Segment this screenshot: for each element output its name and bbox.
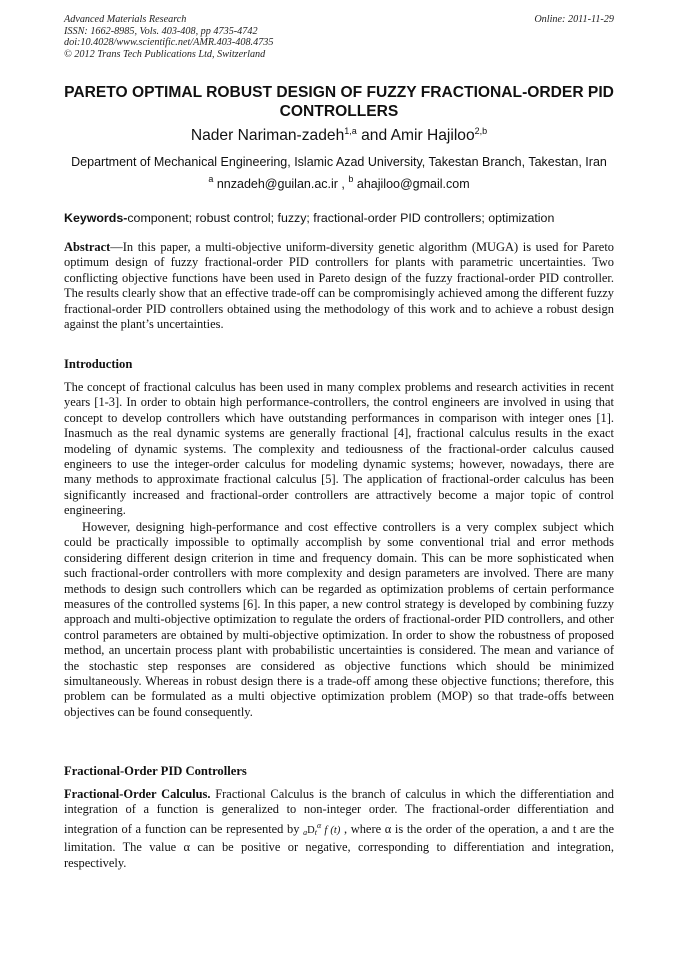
introduction-paragraph-2: However, designing high-performance and cost effective controllers is a very complex subject which could be practically impossible to optimally accomplish by some conventional trial and error methods considering different design criterion in time and frequency domain. This can be more sophisticated when such fractional-order controllers with more complexity and design parameters are involved. There are many methods to design such controllers which can be regarded as optimization problems of certain performance measures of the controlled systems [6]. In this paper, a new control strategy is developed by combining fuzzy approach and multi-objective optimization to regulate the orders of fractional-order PID controllers, and other control parameters are obtained by multi-objective optimization. In order to show the robustness of proposed method, an uncertain process plant with probabilistic uncertainties is considered. The mean and variance of the stochastic step responses are considered as objective functions which should be minimized simultaneously. Whereas in robust design there is a trade-off among these objective functions; therefore, this problem can be formulated as a multi objective optimization problem (MOP) so that trade-offs between objectives can be found consequently.: [64, 520, 614, 719]
fopid-heading: Fractional-Order PID Controllers: [64, 764, 247, 778]
author-1: Nader Nariman-zadeh: [190, 127, 345, 144]
paper-title: PARETO OPTIMAL ROBUST DESIGN OF FUZZY FRACTIONAL-ORDER PID CONTROLLERS: [64, 84, 614, 120]
formula-lower-limit: a: [303, 827, 308, 837]
affiliation: Department of Mechanical Engineering, Islamic Azad University, Takestan Branch, Takestan, Iran: [71, 155, 607, 169]
abstract: [64, 240, 614, 332]
abstract-text: —In this paper, a multi-objective uniform-diversity genetic algorithm (MUGA) is used for Pareto optimum design of fuzzy fractional-order PID controllers for plants with parametric uncertainties. Two conflicting objective functions have been used in Pareto design of the fuzzy fractional-order PID controller. The results clearly show that an effective trade-off can be compromisingly achieved among the different fuzzy fractional-order PID controllers obtained using the methodology of this work and to achieve a robust design against the plant’s uncertainties.: [64, 240, 614, 332]
email-a-marker: a: [208, 174, 214, 184]
online-date: [534, 14, 614, 26]
fopid-text-after: , where α is the order of the operation, a and t are the limitation. The value α can be positive or negative, corresponding to differentiation and integration, respectively.: [64, 821, 615, 870]
formula-operator: D: [307, 824, 315, 836]
author-joiner: and: [356, 127, 391, 144]
author-list: [40, 126, 638, 145]
introduction-paragraph-1: The concept of fractional calculus has been used in many complex problems and research activities in recent years [1-3]. In order to obtain high performance-controllers, the control engineers are involved in using that concept to develop controllers which have outstanding performances in comparison with integer ones [1]. Inasmuch as the real dynamic systems are generally fractional [4], fractional calculus results in the exact modeling of dynamic systems. The complexity and tediousness of the fractional-order calculus caused engineers to use the integer-order calculus for modeling dynamic systems; however, nowadays, there are many methods to approximate fractional calculus [5]. The application of fractional-order calculus has been significantly increased and fractional-order controllers are attractively become a major topic of control engineering.: [64, 380, 614, 518]
fopid-text-before: Fractional Calculus is the branch of calculus in which the differentiation and integration of a function is generalized to non-integer order. The fractional-order differentiation and integration of a function can be represented by: [64, 787, 614, 836]
journal-header: [64, 14, 273, 60]
fopid-paragraph: [64, 787, 614, 871]
keywords-label: Keywords-: [64, 211, 128, 225]
author-1-affil: 1,a: [344, 126, 357, 136]
fractional-operator-formula: [303, 820, 341, 837]
keywords-text: component; robust control; fuzzy; fractional-order PID controllers; optimization: [127, 211, 555, 225]
author-2-affil: 2,b: [474, 126, 488, 136]
introduction-heading: Introduction: [64, 357, 133, 371]
author-emails: [40, 174, 638, 192]
journal-doi: doi:10.4028/www.scientific.net/AMR.403-408.4735: [64, 37, 274, 48]
email-a: nnzadeh@guilan.ac.ir ,: [213, 177, 345, 191]
author-2: Amir Hajiloo: [390, 127, 475, 144]
journal-copyright: © 2012 Trans Tech Publications Ltd, Switzerland: [64, 48, 266, 60]
email-b-marker: b: [348, 174, 354, 184]
formula-order: α: [316, 820, 322, 830]
journal-issn: ISSN: 1662-8985, Vols. 403-408, pp 4735-4742: [64, 25, 258, 37]
fopid-run-in-heading: Fractional-Order Calculus.: [64, 787, 211, 801]
keywords: [64, 211, 616, 226]
formula-function: f (t): [324, 824, 341, 836]
abstract-label: Abstract: [64, 240, 111, 254]
email-b: ahajiloo@gmail.com: [353, 177, 470, 191]
formula-upper-limit: t: [314, 827, 317, 837]
online-date-text: Online: 2011-11-29: [534, 14, 614, 25]
journal-name: Advanced Materials Research: [64, 14, 187, 25]
